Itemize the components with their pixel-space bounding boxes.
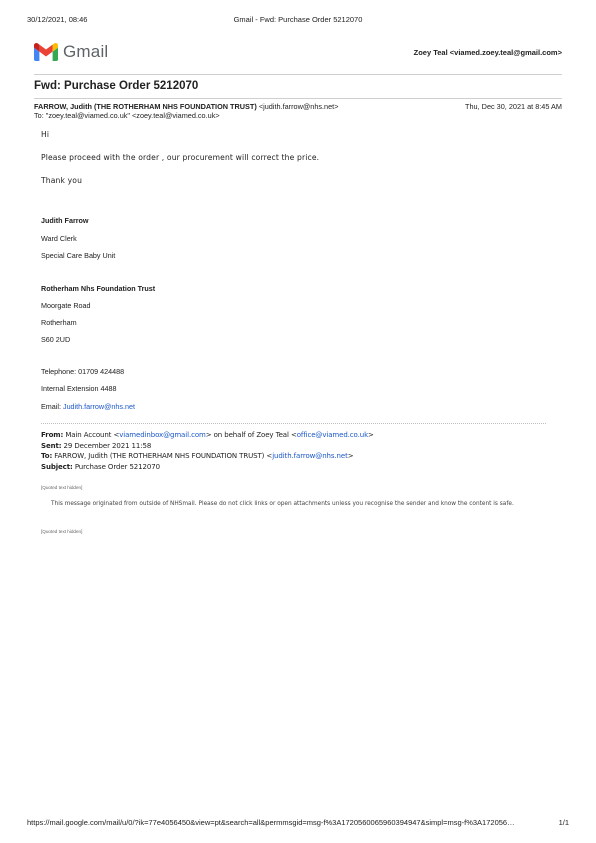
gmail-m-icon [34,43,58,61]
forwarded-sent [41,442,151,450]
divider [34,98,562,99]
recipient-line: To: "zoey.teal@viamed.co.uk" <zoey.teal@viamed.co.uk> [34,111,220,120]
forwarded-subject-value: Purchase Order 5212070 [72,463,160,471]
forwarded-from-link[interactable]: viamedinbox@gmail.com [119,431,206,439]
forwarded-from-text: Main Account < [63,431,120,439]
print-title: Gmail - Fwd: Purchase Order 5212070 [233,15,363,24]
divider [34,74,562,75]
signature-unit: Special Care Baby Unit [41,251,116,260]
email-subject: Fwd: Purchase Order 5212070 [34,80,199,92]
signature-name: Judith Farrow [41,216,89,225]
forwarded-from-end: > [368,431,374,439]
print-page-number: 1/1 [558,818,569,827]
signature-email-line [41,402,135,411]
divider [41,423,546,424]
sender-name: FARROW, Judith (THE ROTHERHAM NHS FOUNDATION TRUST) [34,102,257,111]
signature-extension: Internal Extension 4488 [41,384,117,393]
forwarded-to-end: > [347,452,354,460]
body-paragraph: Please proceed with the order , our procurement will correct the price. [41,153,320,162]
message-date: Thu, Dec 30, 2021 at 8:45 AM [465,102,562,111]
gmail-logo[interactable] [34,42,108,62]
body-greeting: Hi [41,130,50,139]
forwarded-from-label: From: [41,431,64,439]
print-date: 30/12/2021, 08:46 [27,15,88,24]
quoted-text-hidden[interactable]: [Quoted text hidden] [41,485,83,490]
sender-email: <judith.farrow@nhs.net> [258,102,339,111]
gmail-wordmark: Gmail [63,42,109,61]
quoted-text-hidden-2[interactable]: [Quoted text hidden] [41,529,83,534]
body-closing: Thank you [41,176,83,185]
account-email: Zoey Teal <viamed.zoey.teal@gmail.com> [413,48,562,57]
forwarded-sent-value: 29 December 2021 11:58 [61,442,152,450]
signature-postcode: S60 2UD [41,335,71,344]
forwarded-to [41,452,354,460]
signature-address-1: Moorgate Road [41,301,91,310]
forwarded-to-label: To: [41,452,53,460]
signature-telephone: Telephone: 01709 424488 [41,367,125,376]
forwarded-to-link[interactable]: judith.farrow@nhs.net [272,452,348,460]
forwarded-sent-label: Sent: [41,442,62,450]
signature-address-2: Rotherham [41,318,77,327]
sender-line [34,102,338,111]
signature-role: Ward Clerk [41,234,77,243]
external-notice: This message originated from outside of NHSmail. Please do not click links or open attachments unless you recognise the sender and know the content is safe. [51,501,514,507]
forwarded-from-link-2[interactable]: office@viamed.co.uk [296,431,369,439]
signature-email-link[interactable]: Judith.farrow@nhs.net [62,402,135,411]
signature-org: Rotherham Nhs Foundation Trust [41,284,156,293]
forwarded-subject-label: Subject: [41,463,73,471]
print-footer-url: https://mail.google.com/mail/u/0/?ik=77e4056450&view=pt&search=all&permmsgid=msg-f%3A1720560065960394947&simpl=msg-f%3A172056… [27,818,515,827]
forwarded-subject [41,463,160,471]
signature-email-label: Email: [41,402,63,411]
forwarded-from-mid: > on behalf of Zoey Teal < [205,431,297,439]
forwarded-from [41,431,374,439]
forwarded-to-text: FARROW, Judith (THE ROTHERHAM NHS FOUNDATION TRUST) < [52,452,273,460]
